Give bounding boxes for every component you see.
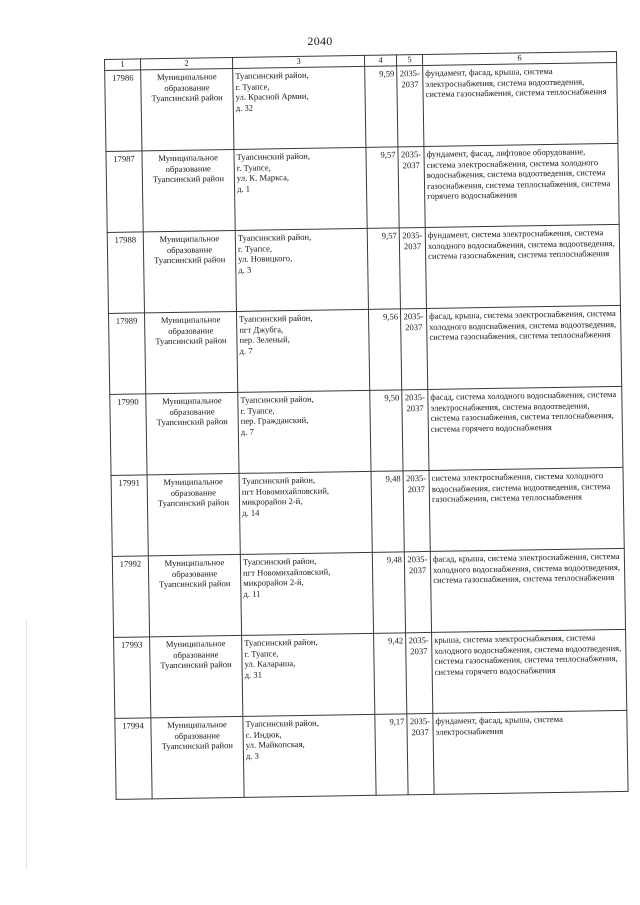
column-header: 6 [422,51,616,65]
address-cell: Туапсинский район, г. Туапсе, ул. К. Маркса, д. 1 [234,148,367,231]
works-cell: фундамент, фасад, лифтовое оборудование, система электроснабжения, система холодного водоснабжения, система водоотведения, система газоснабжения, система теплоснабжения, система горячего водоснабжения [424,144,619,228]
cost-cell: 9,42 [374,633,407,714]
period-cell: 2035-2037 [407,714,434,795]
works-cell: система электроснабжения, система холодного водоснабжения, система водоотведения, система газоснабжения, система теплоснабжения [429,468,624,552]
row-number: 17990 [110,394,147,476]
address-cell: Туапсинский район, пгт Новомихайловский, микрорайон 2-й, д. 11 [240,553,373,636]
period-cell: 2035-2037 [397,66,424,147]
works-cell: фасад, система холодного водоснабжения, система электроснабжения, система водоотведения, система газоснабжения, система теплоснабжения, система горячего водоснабжения [428,387,623,471]
address-cell: Туапсинский район, пгт Новомихайловский, микрорайон 2-й, д. 14 [239,472,372,555]
works-cell: фундамент, фасад, крыша, система электроснабжения [433,711,628,795]
municipality-cell: Муниципальное образование Туапсинский район [143,231,236,313]
cost-cell: 9,50 [370,390,403,471]
period-cell: 2035-2037 [404,552,431,633]
row-number: 17993 [114,637,151,719]
municipality-cell: Муниципальное образование Туапсинский район [147,474,240,556]
table-row [110,387,623,476]
table-row [109,306,622,395]
address-cell: Туапсинский район, г. Туапсе, ул. Новицкого, д. 3 [235,229,368,312]
table-row [114,630,627,719]
municipality-cell: Муниципальное образование Туапсинский район [146,393,239,475]
period-cell: 2035-2037 [399,228,426,309]
cost-cell: 9,48 [371,471,404,552]
registry-table [104,51,629,800]
municipality-cell: Муниципальное образование Туапсинский район [150,636,243,718]
row-number: 17991 [111,475,148,557]
row-number: 17989 [109,313,146,395]
scan-edge-mark [26,620,27,870]
municipality-cell: Муниципальное образование Туапсинский район [141,69,234,151]
column-header: 3 [232,55,364,68]
row-number: 17988 [107,232,144,314]
address-cell: Туапсинский район, г. Туапсе, пер. Гражданский, д. 7 [238,391,371,474]
column-header: 2 [141,57,233,70]
municipality-cell: Муниципальное образование Туапсинский район [144,312,237,394]
address-cell: Туапсинский район, г. Туапсе, ул. Красной Армии, д. 32 [233,67,366,150]
works-cell: фасад, крыша, система электроснабжения, система холодного водоснабжения, система водоотведения, система газоснабжения, система теплоснабжения [426,306,621,390]
row-number: 17986 [105,70,142,152]
cost-cell: 9,17 [375,714,408,795]
municipality-cell: Муниципальное образование Туапсинский район [151,717,244,799]
works-cell: фундамент, фасад, крыша, система электроснабжения, система водоотведения, система газоснабжения, система теплоснабжения [423,63,618,147]
municipality-cell: Муниципальное образование Туапсинский район [148,555,241,637]
cost-cell: 9,48 [372,552,405,633]
table-row [105,63,618,152]
row-number: 17987 [106,151,143,233]
address-cell: Туапсинский район, г. Туапсе, ул. Калараша, д. 31 [242,634,375,717]
works-cell: фундамент, система электроснабжения, система холодного водоснабжения, система водоотведения, система газоснабжения, система теплоснабжения [425,225,620,309]
column-header: 1 [105,59,141,71]
row-number: 17992 [112,556,149,638]
table-row [111,468,624,557]
column-header: 5 [396,54,422,66]
table-row [106,144,619,233]
column-header: 4 [364,55,396,67]
address-cell: Туапсинский район, пгт Джубга, пер. Зеленый, д. 7 [236,310,369,393]
table-row [107,225,620,314]
period-cell: 2035-2037 [406,633,433,714]
table-row [112,549,625,638]
document-sheet [104,51,629,800]
works-cell: крыша, система электроснабжения, система холодного водоснабжения, система водоотведения, система газоснабжения, система теплоснабжения, система горячего водоснабжения [432,630,627,714]
page-number: 2040 [307,34,333,48]
municipality-cell: Муниципальное образование Туапсинский район [142,150,235,232]
cost-cell: 9,59 [365,66,398,147]
period-cell: 2035-2037 [402,390,429,471]
cost-cell: 9,57 [366,147,399,228]
period-cell: 2035-2037 [403,471,430,552]
period-cell: 2035-2037 [398,147,425,228]
table-row [115,711,628,800]
address-cell: Туапсинский район, с. Индюк, ул. Майкопская, д. 3 [243,715,376,798]
works-cell: фасад, крыша, система электроснабжения, система холодного водоснабжения, система водоотведения, система газоснабжения, система теплоснабжения [430,549,625,633]
cost-cell: 9,56 [368,309,401,390]
row-number: 17994 [115,718,152,800]
period-cell: 2035-2037 [400,309,427,390]
cost-cell: 9,57 [367,228,400,309]
